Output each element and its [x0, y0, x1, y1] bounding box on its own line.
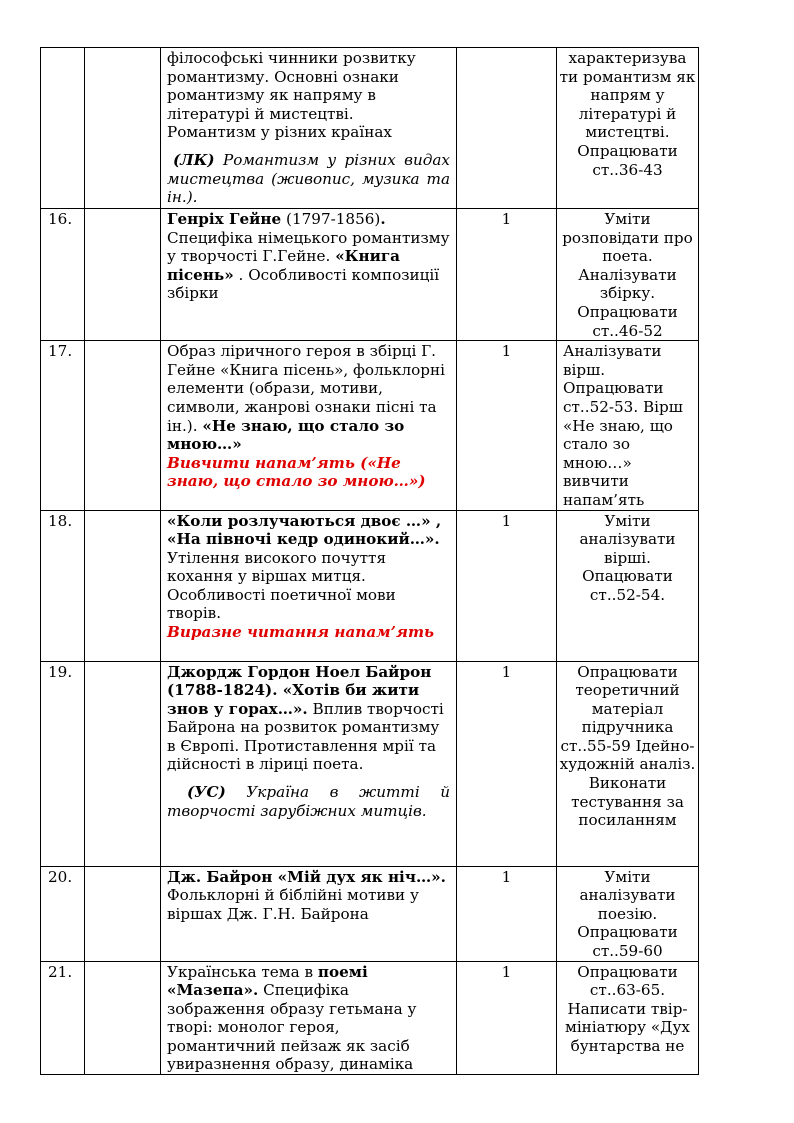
task-cell: Уміти аналізувати поезію. Опрацювати ст..59-60: [557, 866, 699, 961]
topic-cell: [161, 866, 457, 961]
work-title: «Не знаю, що стало зо мною…»: [167, 416, 405, 454]
topic-line: романтизму як напряму в: [167, 86, 376, 105]
empty-cell: [85, 341, 161, 510]
memorize-note: Вивчити напам’ять («Не знаю, що стало зо мною…»): [167, 453, 426, 491]
topic-cell: [161, 961, 457, 1075]
row-number: 20.: [41, 866, 85, 961]
table-row: [41, 48, 699, 209]
topic-line: Романтизм у різних країнах: [167, 123, 392, 142]
empty-cell: [85, 961, 161, 1075]
topic-text: Специфіка німецького романтизму у творчості Г.Гейне.: [167, 228, 450, 266]
author-name: Генріх Гейне: [167, 210, 282, 228]
us-note: [167, 783, 450, 820]
lk-note: [167, 151, 450, 207]
author-years: (1797-1856): [281, 210, 381, 228]
hours-cell: 1: [457, 209, 557, 341]
lesson-plan-table: [40, 47, 699, 1075]
row-number: 19.: [41, 661, 85, 866]
lk-text: Романтизм у різних видах мистецтва (живопис, музика та ін.).: [167, 150, 450, 207]
table-row: [41, 209, 699, 341]
topic-cell: [161, 341, 457, 510]
task-cell: Опрацювати теоретичний матеріал підручника ст..55-59 Ідейно-художній аналіз. Виконати тестування за посиланням: [557, 661, 699, 866]
hours-cell: 1: [457, 661, 557, 866]
topic-line: романтизму. Основні ознаки: [167, 67, 399, 86]
lk-label: (ЛК): [173, 150, 215, 169]
topic-text: Утілення високого почуття кохання у віршах митця. Особливості поетичної мови творів.: [167, 548, 396, 623]
row-number: 18.: [41, 510, 85, 661]
work-title: «Книга пісень»: [167, 247, 401, 284]
topic-cell: [161, 209, 457, 341]
table-row: [41, 961, 699, 1075]
empty-cell: [85, 48, 161, 209]
topic-cell: [161, 48, 457, 209]
period: .: [380, 210, 386, 228]
table-row: [41, 661, 699, 866]
task-cell: Опрацювати ст..63-65. Написати твір-мініатюру «Дух бунтарства не: [557, 961, 699, 1075]
empty-cell: [85, 866, 161, 961]
hours-cell: 1: [457, 866, 557, 961]
topic-text: Образ ліричного героя в збірці Г. Гейне «Книга пісень», фольклорні елементи (образи, мотиви, символи, жанрові ознаки пісні та ін.).: [167, 342, 445, 435]
topic-line: філософські чинники розвитку: [167, 49, 416, 67]
empty-cell: [85, 209, 161, 341]
us-label: (УС): [187, 783, 226, 802]
row-number: 16.: [41, 209, 85, 341]
table-row: [41, 341, 699, 510]
topic-cell: [161, 510, 457, 661]
topic-text: Українська тема в: [167, 962, 318, 981]
empty-cell: [85, 510, 161, 661]
topic-cell: [161, 661, 457, 866]
row-number: 21.: [41, 961, 85, 1075]
us-text: Україна в житті й творчості зарубіжних митців.: [167, 783, 450, 820]
topic-line: літературі й мистецтві.: [167, 104, 354, 123]
work-title: поемі «Мазепа».: [167, 962, 368, 1000]
row-number: 17.: [41, 341, 85, 510]
empty-cell: [85, 661, 161, 866]
task-cell: Аналізувати вірш. Опрацювати ст..52-53. Вірш «Не знаю, що стало зо мною…» вивчити напам’ять: [557, 341, 699, 510]
work-title: Джордж Гордон Ноел Байрон (1788-1824). «Хотів би жити знов у горах…».: [167, 662, 432, 718]
table-row: [41, 866, 699, 961]
task-cell: Уміти розповідати про поета. Аналізувати збірку. Опрацювати ст..46-52: [557, 209, 699, 341]
hours-cell: 1: [457, 961, 557, 1075]
hours-cell: 1: [457, 341, 557, 510]
table-row: [41, 510, 699, 661]
topic-text: . Особливості композиції збірки: [167, 265, 440, 303]
task-cell: Уміти аналізувати вірші. Опацювати ст..52-54.: [557, 510, 699, 661]
topic-text: Вплив творчості Байрона на розвиток романтизму в Європі. Протиставлення мрії та дійсності в ліриці поета.: [167, 699, 444, 774]
topic-text: Фольклорні й біблійні мотиви у віршах Дж. Г.Н. Байрона: [167, 886, 419, 923]
task-cell: характеризува ти романтизм як напрям у літературі й мистецтві. Опрацювати ст..36-43: [557, 48, 699, 209]
row-number: [41, 48, 85, 209]
hours-cell: 1: [457, 510, 557, 661]
reading-note: Виразне читання напам’ять: [167, 623, 435, 642]
hours-cell: [457, 48, 557, 209]
work-title: Дж. Байрон «Мій дух як ніч…».: [167, 867, 446, 886]
topic-text: Специфіка зображення образу гетьмана у творі: монолог героя, романтичний пейзаж як засіб увиразнення образу, динаміка: [167, 981, 417, 1074]
work-title: «Коли розлучаються двоє …» , «На півночі кедр одинокий…».: [167, 511, 442, 549]
